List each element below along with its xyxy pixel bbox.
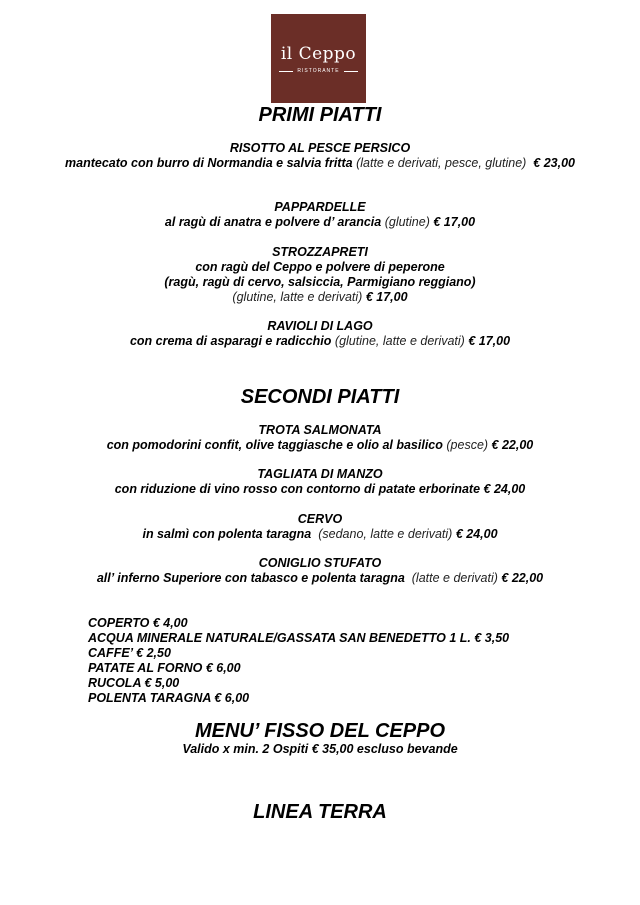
dish-desc-ingredients: (ragù, ragù di cervo, salsiccia, Parmigiano reggiano)	[164, 275, 476, 289]
dish-name: TROTA SALMONATA	[258, 423, 382, 437]
extra-item: RUCOLA € 5,00	[88, 676, 180, 690]
dish-price: € 17,00	[433, 215, 476, 229]
logo-subtitle	[271, 68, 366, 74]
extra-item: POLENTA TARAGNA € 6,00	[88, 691, 250, 705]
dish-name: CONIGLIO STUFATO	[258, 556, 382, 570]
extra-item: PATATE AL FORNO € 6,00	[88, 661, 241, 675]
section-title-menu-fisso: MENU’ FISSO DEL CEPPO	[194, 720, 446, 742]
section-title-secondi: SECONDI PIATTI	[240, 386, 400, 408]
menu-fisso-note: Valido x min. 2 Ospiti € 35,00 escluso bevande	[182, 742, 458, 756]
dish-desc: all’ inferno Superiore con tabasco e polenta taragna	[96, 571, 405, 585]
dish-trota	[0, 423, 640, 453]
dish-desc: con riduzione di vino rosso con contorno di patate erborinate	[114, 482, 481, 496]
dish-allergens: (glutine)	[384, 215, 430, 229]
dish-tagliata	[0, 467, 640, 497]
dish-price: € 22,00	[491, 438, 534, 452]
dish-allergens: (glutine, latte e derivati)	[232, 290, 363, 304]
dish-name: RAVIOLI DI LAGO	[267, 319, 373, 333]
logo-subtitle-text: RISTORANTE	[297, 68, 340, 74]
logo-name: il Ceppo	[280, 44, 357, 64]
extra-item: CAFFE’ € 2,50	[88, 646, 171, 660]
dish-price: € 24,00	[483, 482, 526, 496]
restaurant-logo	[271, 14, 366, 103]
dish-name: TAGLIATA DI MANZO	[257, 467, 383, 481]
dish-strozzapreti	[0, 245, 640, 305]
dish-pappardelle	[0, 200, 640, 230]
dish-desc: in salmì con polenta taragna	[142, 527, 312, 541]
dish-price: € 24,00	[455, 527, 498, 541]
dish-price: € 23,00	[533, 156, 575, 170]
dish-price: € 17,00	[365, 290, 408, 304]
dish-price: € 17,00	[468, 334, 511, 348]
dish-cervo	[0, 512, 640, 542]
extra-item: COPERTO € 4,00	[88, 616, 188, 630]
extra-item: ACQUA MINERALE NATURALE/GASSATA SAN BENEDETTO 1 L. € 3,50	[88, 631, 510, 645]
dish-coniglio	[0, 556, 640, 586]
section-title-linea-terra: LINEA TERRA	[253, 801, 387, 823]
dish-risotto	[0, 141, 640, 171]
dish-allergens: (pesce)	[446, 438, 489, 452]
dish-allergens: (sedano, latte e derivati)	[318, 527, 453, 541]
dish-name: STROZZAPRETI	[272, 245, 368, 259]
extras-list	[88, 616, 509, 706]
dish-name: CERVO	[297, 512, 343, 526]
dish-name: PAPPARDELLE	[274, 200, 366, 214]
section-title-primi: PRIMI PIATTI	[258, 104, 382, 126]
dish-desc: al ragù di anatra e polvere d’ arancia	[164, 215, 382, 229]
dish-allergens: (glutine, latte e derivati)	[334, 334, 465, 348]
dish-desc: con crema di asparagi e radicchio	[129, 334, 332, 348]
dish-name: RISOTTO AL PESCE PERSICO	[229, 141, 411, 155]
dish-allergens: (latte e derivati)	[411, 571, 498, 585]
dish-ravioli	[0, 319, 640, 349]
dish-desc: con ragù del Ceppo e polvere di peperone	[195, 260, 445, 274]
dish-desc: con pomodorini confit, olive taggiasche e olio al basilico	[106, 438, 443, 452]
dish-allergens: (latte e derivati, pesce, glutine)	[356, 156, 527, 170]
dish-desc: mantecato con burro di Normandia e salvia fritta	[65, 156, 353, 170]
dish-price: € 22,00	[501, 571, 544, 585]
